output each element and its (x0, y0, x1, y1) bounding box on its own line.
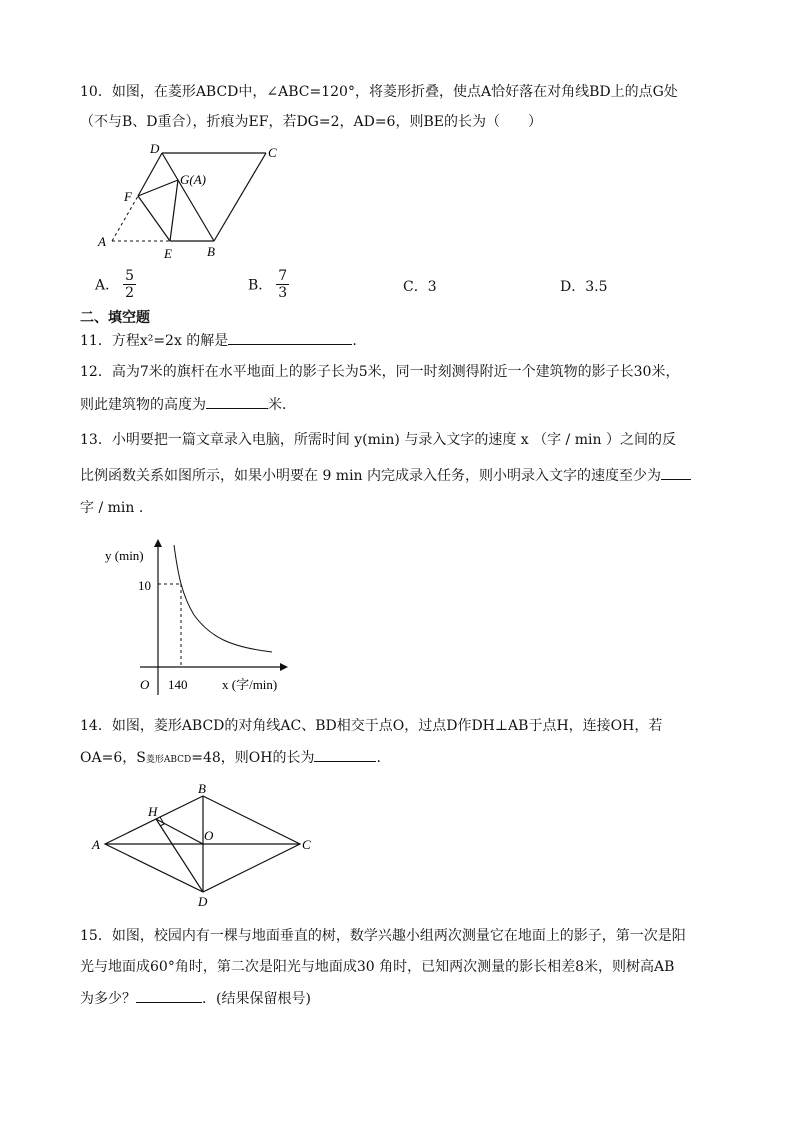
segment-fd (138, 153, 162, 196)
q11-answer-blank[interactable] (228, 330, 352, 345)
inverse-function-graph (100, 535, 290, 705)
option-b[interactable] (248, 268, 289, 301)
q14-line2-pre: OA=6，S (80, 750, 146, 766)
option-a-fraction (123, 268, 136, 301)
label-a: A (92, 837, 100, 852)
rhombus-diagonal-figure (90, 780, 320, 910)
label-c: C (302, 837, 311, 852)
option-a[interactable] (95, 268, 136, 301)
label-d: D (198, 894, 208, 909)
rhombus-fold-figure (90, 140, 290, 260)
q15-answer-blank[interactable] (136, 988, 202, 1003)
q13-line2 (80, 465, 691, 486)
diagonal-bd (162, 153, 214, 241)
q14-answer-blank[interactable] (314, 747, 376, 762)
option-a-numerator: 5 (125, 268, 135, 284)
hyperbola-curve (174, 545, 272, 652)
label-d: D (150, 141, 160, 156)
q13-answer-blank[interactable] (661, 465, 691, 480)
graph-ylabel: y (min) (105, 548, 144, 563)
q12-line1: 12．高为7米的旗杆在水平地面上的影子长为5米，同一时刻测得附近一个建筑物的影子长30米， (80, 364, 680, 380)
option-b-label: B． (248, 277, 273, 294)
option-b-denominator: 3 (278, 285, 288, 301)
q14-line2-post: . (376, 750, 381, 766)
q15-line2: 光与地面成60°角时，第二次是阳光与地面成30 角时，已知两次测量的影长相差8米，则树高AB (80, 959, 675, 975)
label-b: B (207, 244, 215, 259)
segment-cb (214, 153, 266, 241)
q12-answer-blank[interactable] (206, 394, 268, 409)
q12-line2 (80, 394, 296, 415)
q11-line (80, 330, 357, 351)
segment-fg (138, 180, 178, 196)
x-axis-arrow (280, 663, 288, 671)
q14-area-subscript: 菱形ABCD (145, 755, 192, 765)
option-a-denominator: 2 (125, 285, 135, 301)
option-b-fraction (276, 268, 289, 301)
label-e: E (164, 246, 172, 260)
q10-line1: 10．如图，在菱形ABCD中，∠ABC=120°，将菱形折叠，使点A恰好落在对角线BD上的点G处 (80, 84, 678, 100)
q15-line3 (80, 988, 311, 1009)
q13-line1: 13．小明要把一篇文章录入电脑，所需时间 y(min) 与录入文字的速度 x （字 / min ）之间的反 (80, 432, 676, 448)
label-f: F (124, 189, 132, 204)
q11-text: 11．方程x²=2x 的解是 (80, 333, 229, 349)
label-g: G(A) (180, 172, 206, 187)
label-c: C (268, 145, 277, 160)
q15-line3-post: ．(结果保留根号) (202, 991, 311, 1007)
q15-line1: 15．如图，校园内有一棵与地面垂直的树，数学兴趣小组两次测量它在地面上的影子，第一次是阳 (80, 928, 686, 944)
option-d[interactable]: D．3.5 (560, 279, 608, 295)
q14-line2 (80, 747, 381, 770)
crease-ef (138, 196, 170, 241)
q15-line3-pre: 为多少？ (80, 991, 136, 1007)
graph-ytick: 10 (138, 578, 151, 593)
q14-line1: 14．如图，菱形ABCD的对角线AC、BD相交于点O，过点D作DH⊥AB于点H，连接OH，若 (80, 718, 663, 734)
option-b-numerator: 7 (278, 268, 288, 284)
label-h: H (148, 804, 158, 819)
option-c[interactable]: C．3 (403, 279, 437, 295)
label-o: O (204, 828, 214, 843)
label-b: B (198, 781, 206, 796)
segment-ge (170, 180, 178, 241)
q13-line2-text: 比例函数关系如图所示，如果小明要在 9 min 内完成录入任务，则小明录入文字的速度至少为 (80, 468, 662, 484)
graph-origin: O (140, 677, 150, 692)
q12-line2-pre: 则此建筑物的高度为 (80, 397, 206, 413)
graph-xlabel: x (字/min) (222, 677, 278, 692)
q13-line3: 字 / min . (80, 500, 144, 516)
y-axis-arrow (154, 539, 162, 547)
q14-line2-mid: =48，则OH的长为 (191, 750, 315, 766)
label-a: A (98, 234, 106, 249)
option-a-label: A． (95, 277, 120, 294)
q12-line2-post: 米． (268, 397, 296, 413)
q10-line2: （不与B、D重合），折痕为EF，若DG=2，AD=6，则BE的长为（ ） (80, 114, 542, 130)
graph-xtick: 140 (168, 677, 188, 692)
section-heading: 二、填空题 (80, 310, 150, 326)
q11-end: . (352, 333, 357, 349)
